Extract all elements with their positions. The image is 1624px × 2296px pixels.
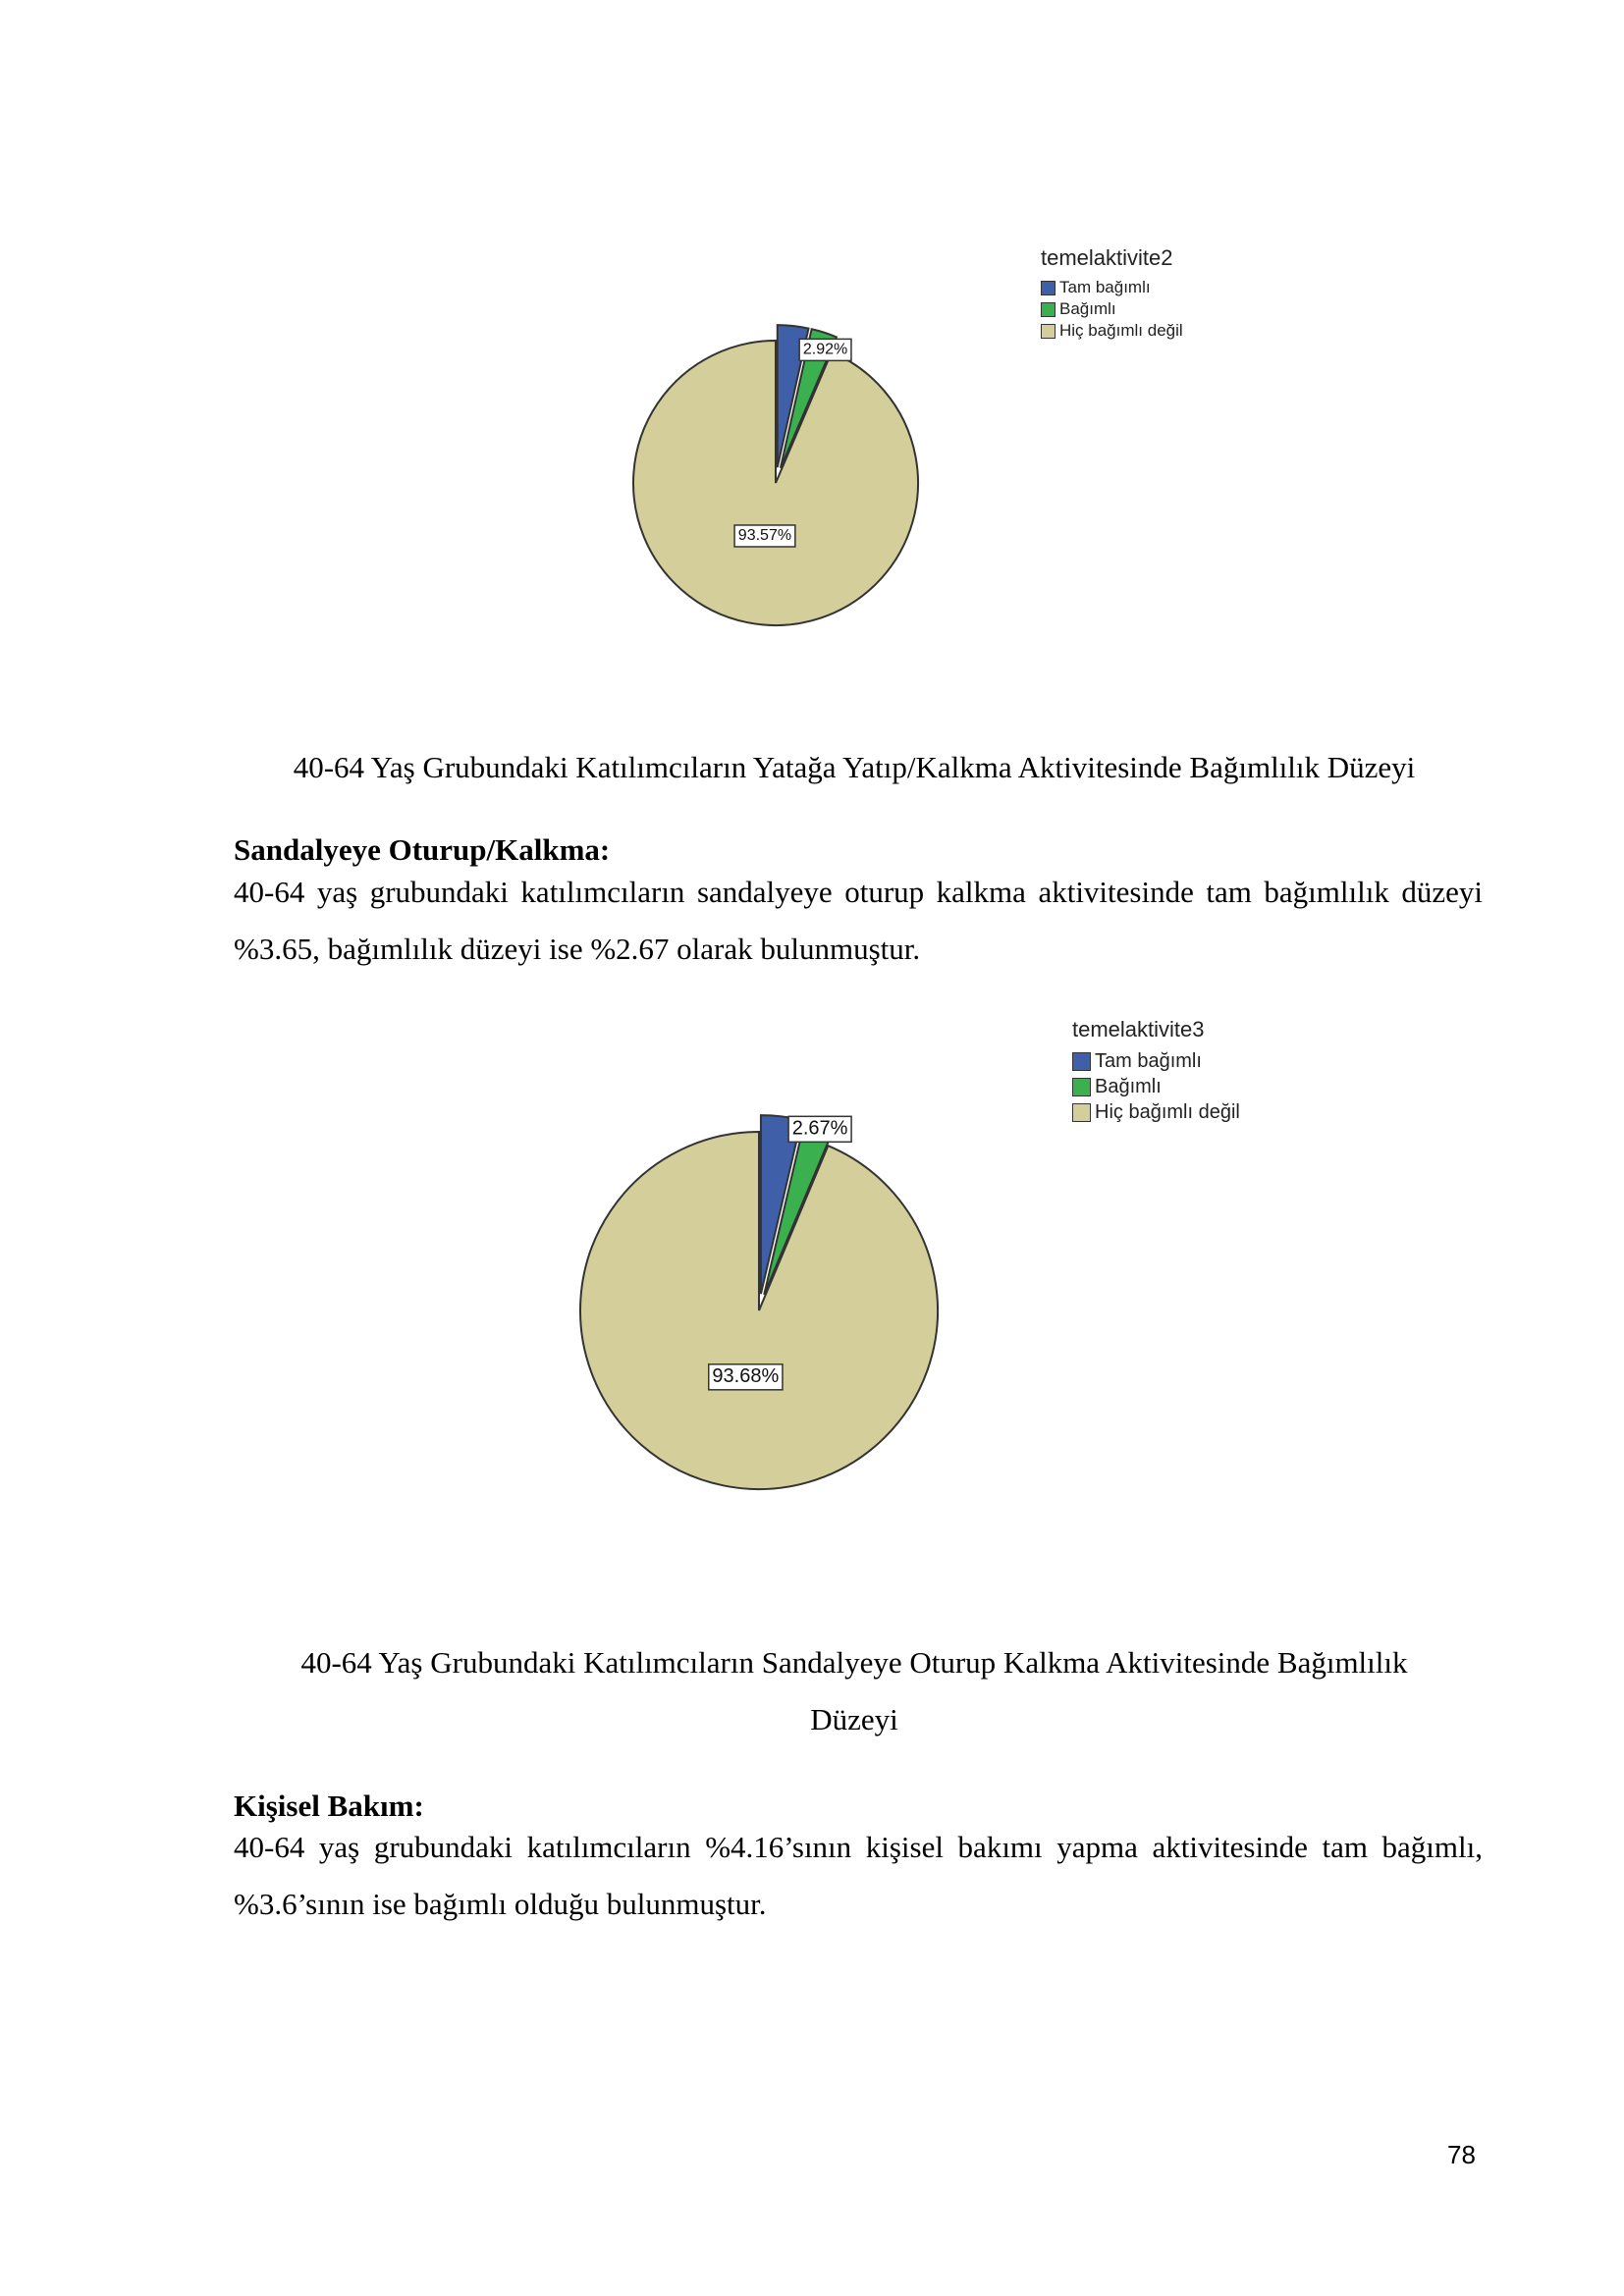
legend-label: Tam bağımlı xyxy=(1059,278,1151,296)
pie-data-label-text: 93.68% xyxy=(712,1365,780,1388)
legend-item-bagimli xyxy=(1041,298,1183,320)
pie-chart-temelaktivite2 xyxy=(589,294,1001,648)
legend-label: Bağımlı xyxy=(1095,1076,1162,1097)
legend-label: Hiç bağımlı değil xyxy=(1059,321,1183,340)
section-heading-sandalyeye: Sandalyeye Oturup/Kalkma: xyxy=(234,832,611,867)
legend-item-tam-bagimli xyxy=(1041,277,1183,298)
legend-item-hic-bagimli-degil xyxy=(1072,1099,1240,1125)
legend-title: temelaktivite2 xyxy=(1041,245,1173,270)
pie-data-label xyxy=(788,1116,851,1142)
section-heading-kisisel-bakim: Kişisel Bakım: xyxy=(234,1789,424,1823)
pie-slice-hic-bagimli-degil xyxy=(580,1132,938,1489)
legend-swatch xyxy=(1041,302,1056,317)
figure-caption-2-line2: Düzeyi xyxy=(810,1702,898,1736)
legend-title: temelaktivite3 xyxy=(1072,1017,1205,1041)
legend-swatch xyxy=(1041,281,1056,295)
pie-svg xyxy=(550,1099,962,1512)
section-text-kisisel-bakim: 40-64 yaş grubundaki katılımcıların %4.16’sının kişisel bakımı yapma aktivitesinde tam bağımlı, %3.6’sının ise bağımlı olduğu bulunmuştur. xyxy=(234,1830,1483,1921)
pie-data-label xyxy=(734,525,795,547)
pie-svg xyxy=(589,294,1001,648)
legend-label: Bağımlı xyxy=(1059,299,1116,318)
legend-swatch xyxy=(1072,1052,1091,1071)
legend-label: Hiç bağımlı değil xyxy=(1095,1101,1240,1123)
figure-caption-1: 40-64 Yaş Grubundaki Katılımcıların Yatağa Yatıp/Kalkma Aktivitesinde Bağımlılık Düzeyi xyxy=(293,750,1416,784)
legend-item-tam-bagimli xyxy=(1072,1048,1240,1074)
legend-temelaktivite2 xyxy=(1041,245,1183,342)
page-number: 78 xyxy=(1447,2140,1476,2169)
pie-data-label-text: 93.57% xyxy=(737,527,792,545)
legend-swatch xyxy=(1072,1078,1091,1096)
pie-chart-temelaktivite3 xyxy=(550,1099,962,1512)
figure-caption-2-line1: 40-64 Yaş Grubundaki Katılımcıların Sandalyeye Oturup Kalkma Aktivitesinde Bağımlılık xyxy=(300,1645,1408,1680)
pie-slice-hic-bagimli-degil xyxy=(633,341,918,625)
pie-data-label xyxy=(709,1364,783,1390)
legend-swatch xyxy=(1072,1103,1091,1122)
legend-temelaktivite3 xyxy=(1072,1017,1240,1125)
pie-data-label-text: 2.92% xyxy=(802,341,848,358)
pie-data-label-text: 2.67% xyxy=(791,1117,848,1140)
legend-swatch xyxy=(1041,324,1056,339)
pie-data-label xyxy=(799,339,851,360)
legend-item-hic-bagimli-degil xyxy=(1041,320,1183,342)
legend-item-bagimli xyxy=(1072,1074,1240,1099)
legend-label: Tam bağımlı xyxy=(1095,1050,1202,1072)
section-text-sandalyeye: 40-64 yaş grubundaki katılımcıların sandalyeye oturup kalkma aktivitesinde tam bağımlılık düzeyi %3.65, bağımlılık düzeyi ise %2.67 olarak bulunmuştur. xyxy=(234,875,1483,966)
